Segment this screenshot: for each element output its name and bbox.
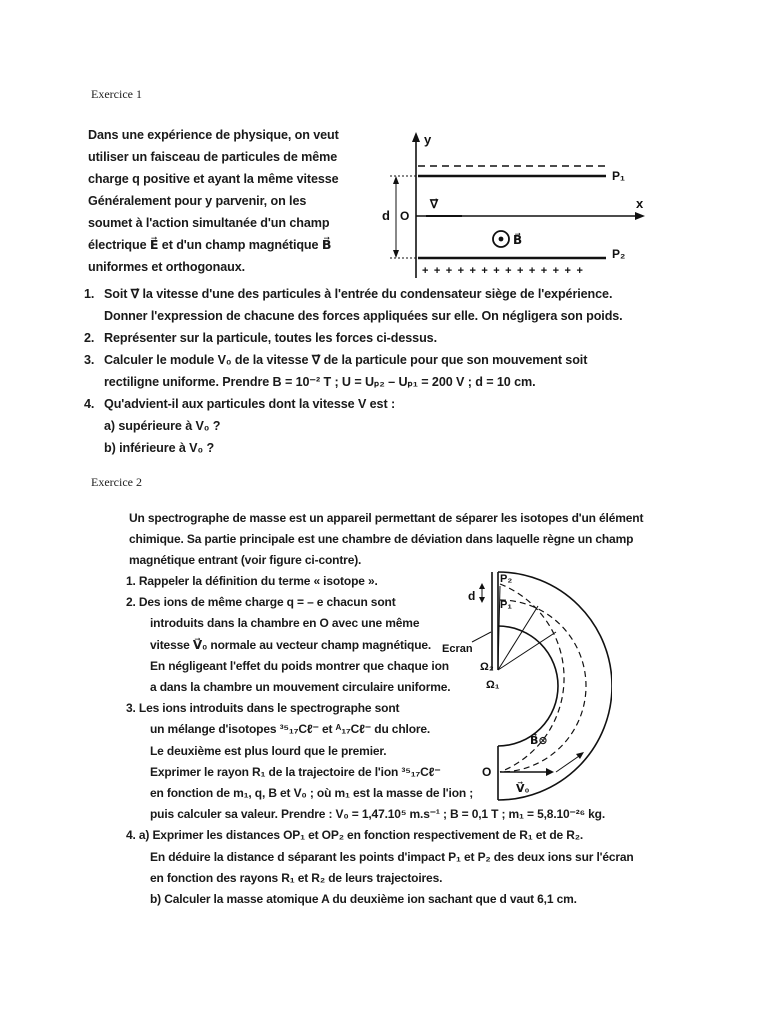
y-axis-label: y — [424, 132, 432, 147]
impact-p1-label: P₁ — [500, 599, 512, 611]
intro-line: utiliser un faisceau de particules de même — [88, 150, 338, 164]
question-2: 2. Représenter sur la particule, toutes les forces ci-dessus. — [84, 331, 437, 345]
intro-line: soumet à l'action simultanée d'un champ — [88, 216, 330, 230]
question-4a: a) supérieure à V₀ ? — [104, 419, 221, 433]
spectrograph-figure — [436, 566, 612, 804]
plate-p2-label: P₂ — [612, 247, 626, 261]
intro-line: uniformes et orthogonaux. — [88, 260, 246, 274]
exercise-1-questions — [84, 283, 623, 459]
intro-line: Un spectrographe de masse est un appareil permettant de séparer les isotopes d'un élément — [129, 511, 644, 525]
field-b-label: B⃗ — [513, 233, 523, 247]
question-2: 2. Des ions de même charge q = – e chacun sont — [126, 595, 396, 610]
question-4b: b) inférieure à V₀ ? — [104, 441, 215, 455]
impact-p2-label: P₂ — [500, 573, 513, 585]
exercise-1-title: Exercice 1 — [91, 87, 142, 101]
field-b-entering-label: B⃗⊗ — [530, 735, 548, 747]
intro-line: charge q positive et ayant la même vitesse — [88, 172, 339, 186]
question-4-line: En déduire la distance d séparant les points d'impact P₁ et P₂ des deux ions sur l'écran — [150, 849, 634, 864]
intro-line: électrique E⃗ et d'un champ magnétique B⃗ — [88, 238, 332, 252]
question-1: 1. Soit ∇⃗ la vitesse d'une des particules à l'entrée du condensateur siège de l'expérience. — [84, 287, 613, 301]
positive-charges: + + + + + + + + + + + + + + — [422, 265, 585, 277]
question-3-line: en fonction de m₁, q, B et V₀ ; où m₁ est la masse de l'ion ; — [150, 786, 474, 801]
center-omega2-label: Ω₂ — [480, 661, 494, 673]
question-2-line: introduits dans la chambre en O avec une même — [150, 616, 420, 631]
question-3-line: Le deuxième est plus lourd que le premier. — [150, 743, 387, 758]
question-2-line: vitesse V⃗₀ normale au vecteur champ magnétique. — [150, 637, 432, 652]
intro-line: Dans une expérience de physique, on veut — [88, 128, 339, 142]
plate-p1-label: P₁ — [612, 169, 625, 183]
screen-label: Ecran — [442, 643, 473, 655]
question-3: 3. Calculer le module V₀ de la vitesse ∇⃗ de la particule pour que son mouvement soit — [84, 353, 588, 367]
question-4-line: en fonction des rayons R₁ et R₂ de leurs trajectoires. — [150, 870, 443, 885]
origin-label: O — [400, 209, 410, 223]
capacitor-figure — [380, 128, 650, 280]
question-1-line-2: Donner l'expression de chacune des forces appliquées sur elle. On négligera son poids. — [104, 309, 623, 323]
intro-line: chimique. Sa partie principale est une chambre de déviation dans laquelle règne un champ — [129, 532, 634, 547]
exercise-2-intro — [129, 508, 643, 572]
question-3-line: Exprimer le rayon R₁ de la trajectoire de l'ion ³⁵₁₇Cℓ⁻ — [150, 764, 441, 779]
question-2-line: En négligeant l'effet du poids montrer que chaque ion — [150, 658, 449, 673]
velocity-v0-label: V⃗₀ — [516, 783, 530, 795]
question-3: 3. Les ions introduits dans le spectrographe sont — [126, 701, 400, 716]
question-4: 4. Qu'advient-il aux particules dont la vitesse V est : — [84, 397, 396, 411]
question-3-line: un mélange d'isotopes ³⁵₁₇Cℓ⁻ et ᴬ₁₇Cℓ⁻ du chlore. — [150, 722, 431, 737]
intro-line: magnétique entrant (voir figure ci-contre). — [129, 553, 362, 568]
exercise-2-title: Exercice 2 — [91, 475, 142, 489]
question-2-line: a dans la chambre un mouvement circulaire uniforme. — [150, 680, 451, 695]
velocity-label: ∇⃗ — [430, 197, 439, 211]
question-3-line-2: rectiligne uniforme. Prendre B = 10⁻² T ; U = Uₚ₂ – Uₚ₁ = 200 V ; d = 10 cm. — [104, 375, 536, 389]
question-4: 4. a) Exprimer les distances OP₁ et OP₂ en fonction respectivement de R₁ et de R₂. — [126, 828, 584, 843]
entry-o-label: O — [482, 765, 492, 779]
question-3-line: puis calculer sa valeur. Prendre : V₀ = 1,47.10⁵ m.s⁻¹ ; B = 0,1 T ; m₁ = 5,8.10⁻²⁶ kg. — [150, 807, 606, 822]
intro-line: Généralement pour y parvenir, on les — [88, 194, 307, 208]
question-1: 1. Rappeler la définition du terme « isotope ». — [126, 574, 378, 588]
x-axis-label: x — [636, 196, 644, 211]
exercise-1-intro — [88, 124, 339, 278]
distance-d-label: d — [382, 208, 390, 223]
center-omega1-label: Ω₁ — [486, 679, 500, 691]
distance-d-label: d — [468, 589, 476, 603]
question-4-line: b) Calculer la masse atomique A du deuxième ion sachant que d vaut 6,1 cm. — [150, 892, 577, 907]
